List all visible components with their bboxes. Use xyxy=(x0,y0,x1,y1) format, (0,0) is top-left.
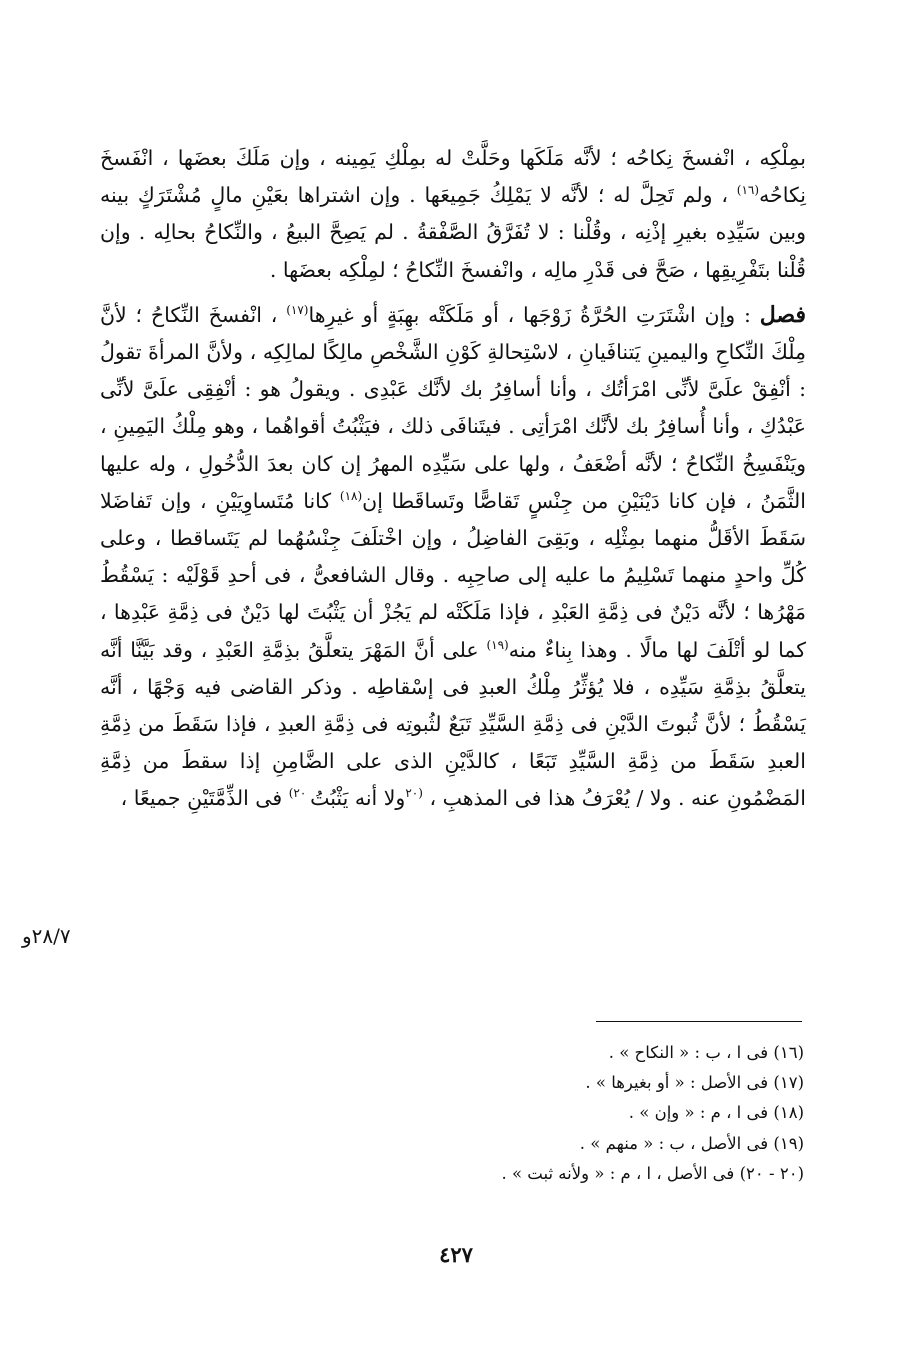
footnote-ref-19: (١٩) xyxy=(486,637,509,652)
footnote-17: (١٧) فى الأصل : « أو بغيرها » . xyxy=(585,1073,804,1093)
footnote-18: (١٨) فى ا ، م : « وإن » . xyxy=(628,1103,804,1123)
footnote-16: (١٦) فى ا ، ب : « النكاح » . xyxy=(608,1043,804,1062)
footnote-ref-20-open: (٢٠ xyxy=(405,786,423,801)
paragraph-2-text-a: : وإن اشْتَرَتِ الحُرَّةُ زَوْجَها ، أو مَلَكَتْه بهِبَةٍ أو غيرِها xyxy=(308,302,760,327)
paragraph-2-text-d: على أنَّ المَهْرَ يتعلَّقُ بذِمَّةِ العَبْدِ ، وقد بَيَّنَّا أنَّه يتعلَّقُ بذِمَّةِ سَيِّدِه ، فلا يُؤثِّرُ مِلْكُ العبدِ فى إسْقاطِه . وذكر القاضى فيه وَجْهًا ، أنَّه يَسْقُطُ ؛ لأنَّ ثُبوتَ الدَّيْنِ فى ذِمَّةِ السَّيِّدِ تَبَعٌ لثُبوتِه فى ذِمَّةِ العبدِ ، فإذا سَقَطَ من ذِمَّةِ العبدِ سَقَطَ من ذِمَّةِ السَّيِّدِ تَبَعًا ، كالدَّيْنِ الذى على الضَّامِنِ إذا سقطَ من ذِمَّةِ المَضْمُونِ عنه . ولا / يُعْرَفُ هذا فى المذهبِ ، xyxy=(100,637,806,811)
main-text xyxy=(100,140,806,818)
footnote-ref-18: (١٨) xyxy=(339,489,363,503)
section-heading-fasl: فصل xyxy=(759,301,806,328)
paragraph-2-text-e: ولا أنه يَثْبُتُ xyxy=(310,786,406,811)
paragraph-2-text-f: فى الذِّمَّتَيْنِ جميعًا ، xyxy=(120,786,289,811)
footnote-ref-16: (١٦) xyxy=(736,183,760,198)
footnote-ref-17: (١٧) xyxy=(286,302,309,317)
footnote-separator xyxy=(596,1021,802,1022)
paragraph-1-text-a: بمِلْكِه ، انْفسخَ نِكاحُه ؛ لأنَّه مَلَكَها وحَلَّتْ له بمِلْكِ يَمِينه ، وإن مَلَكَ بعضَها ، انْفَسخَ نِكاحُه xyxy=(100,146,806,208)
paragraph-1 xyxy=(100,140,806,289)
footnote-20: (٢٠ - ٢٠) فى الأصل ، ا ، م : « ولأنه ثبت » . xyxy=(501,1163,804,1183)
paragraph-2-text-c: كانا مُتَساوِيَيْنِ ، وإن تَفاضَلا سَقَطَ الأقَلُّ منهما بمِثْلِه ، وبَقِىَ الفاضِلُ ، وإن اخْتلَفَ جِنْسُهُما لم يَتَساقطا ، وعلى كُلِّ واحدٍ منهما تَسْلِيمُ ما عليه إلى صاحِبِه . وقال الشافعىُّ ، فى أحدِ قَوْلَيْه : يَسْقُطُ مَهْرُها ؛ لأنَّه دَيْنٌ فى ذِمَّةِ العَبْدِ ، فإذا مَلَكَتْه لم يَجُزْ أن يَثْبُتَ لها دَيْنٌ فى ذِمَّةِ عَبْدِها ، كما لو أتْلَفَ لها مالًا . وهذا بِناءٌ منه xyxy=(100,488,806,662)
paragraph-1-text-b: ، ولم تَحِلَّ له ؛ لأنَّه لا يَمْلِكُ جَمِيعَها . وإن اشتراها بعَيْنِ مالٍ مُشْتَرَكٍ بينه وبين سَيِّدِه بغيرِ إذْنِه ، وقُلْنا : لا تُفَرَّقُ الصَّفْقةُ . لم يَصِحَّ البيعُ ، والنِّكاحُ بحالِه . وإن قُلْنا بتَفْرِيقِها ، صَحَّ فى قَدْرِ مالِه ، وانْفسخَ النِّكاحُ ؛ لمِلْكِه بعضَها . xyxy=(100,183,806,282)
paragraph-2 xyxy=(100,297,806,818)
footnote-ref-20-close: ٢٠) xyxy=(288,786,311,801)
footnote-19: (١٩) فى الأصل ، ب : « منهم » . xyxy=(579,1133,804,1153)
paragraph-2-text-b: ، انْفسخَ النِّكاحُ ؛ لأنَّ مِلْكَ النِّكاحِ واليمينِ يَتنافَيانِ ، لاسْتِحالةِ كَوْنِ الشَّخْصِ مالِكًا لمالِكِه ، ولأنَّ المرأةَ تقولُ : أنْفِقْ علَىَّ لأنِّى امْرَأتُك ، وأنا أسافِرُ بك لأنَّك عَبْدِى . ويقولُ هو : أنْفِقِى علَىَّ لأنِّى عَبْدُكِ ، وأنا أُسافِرُ بك لأنَّك امْرَأتِى . فيتَنافَى ذلك ، فيَثْبُتُ أقواهُما ، وهو مِلْكُ اليَمِينِ ، ويَنْفَسِخُ النِّكاحُ ؛ لأنَّه أضْعَفُ ، ولها على سَيِّدِه المهرُ إن كان بعدَ الدُّخُولِ ، وله عليها الثَّمَنُ ، فإن كانا دَيْنَيْنِ من جِنْسٍ تَقاصًّا وتَساقَطا إن xyxy=(100,302,806,513)
page-number: ٤٢٧ xyxy=(439,1242,473,1267)
footnotes xyxy=(300,1038,804,1189)
manuscript-folio-marker: ٢٨/٧و xyxy=(22,924,71,948)
